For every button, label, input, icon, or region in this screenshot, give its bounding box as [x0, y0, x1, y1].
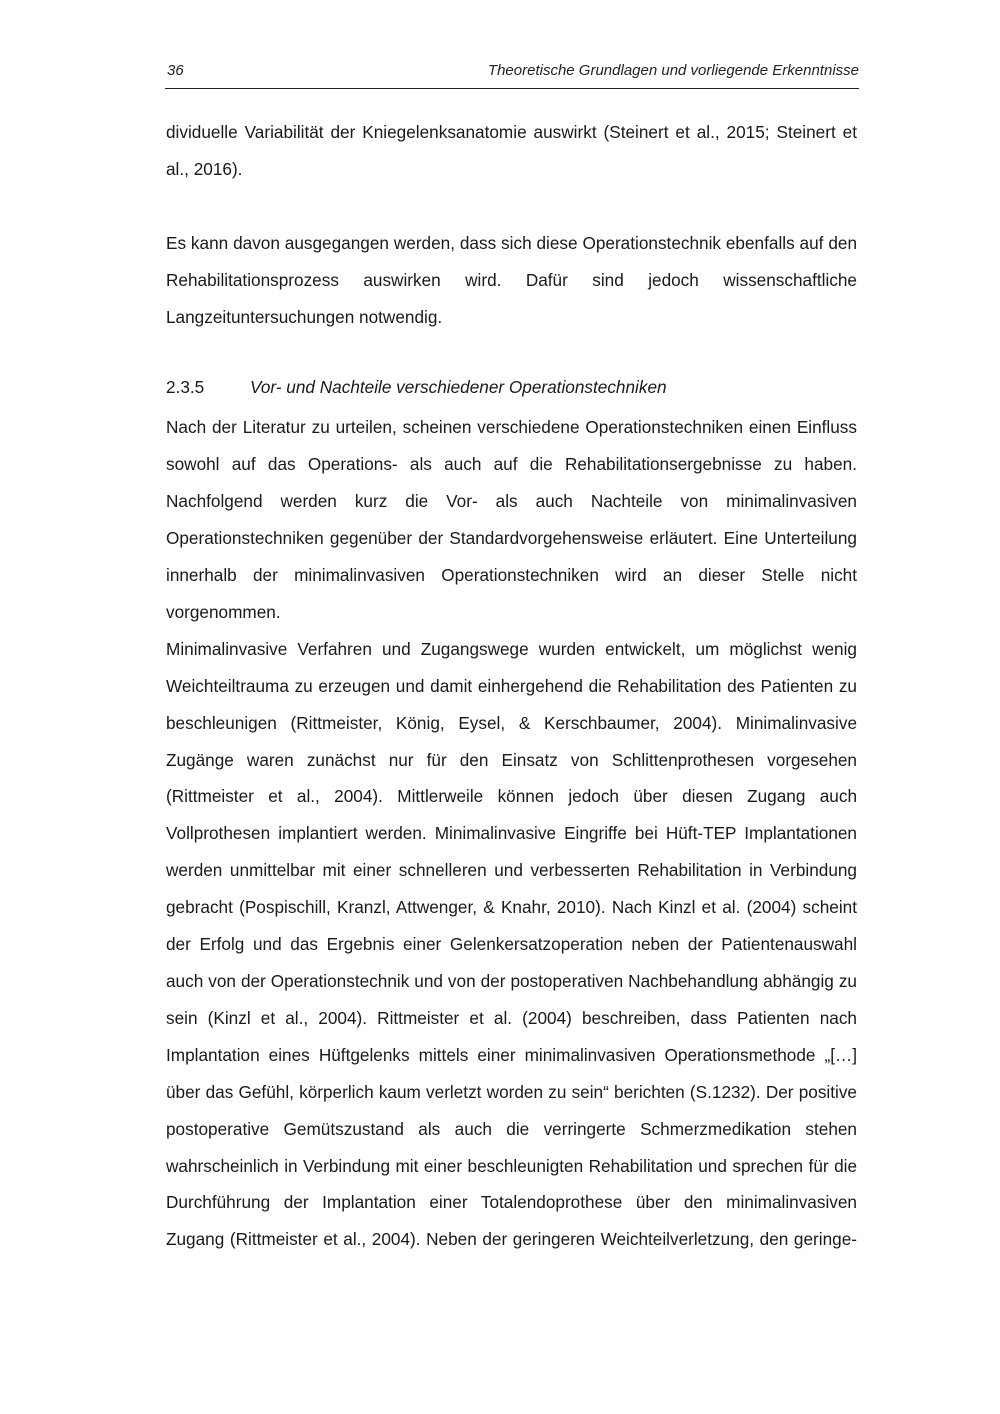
section-number: 2.3.5 [166, 377, 205, 398]
paragraph-minimalinvasive: Minimalinvasive Verfahren und Zugangswege wurden entwickelt, um möglichst wenig Weichteiltrauma zu erzeugen und damit einhergehend die Rehabilitation des Patienten zu beschleunigen (Rittmeister, König, Eysel, & Kerschbaumer, 2004). Minimalinvasive Zugänge waren zunächst nur für den Einsatz von Schlittenprothesen vorgesehen (Rittmeister et al., 2004). Mittlerweile können jedoch über diesen Zugang auch Vollprothesen implantiert werden. Minimalinvasive Eingriffe bei Hüft-TEP Implantationen werden unmittelbar mit einer schnelleren und verbesserten Rehabilitation in Verbindung gebracht (Pospischill, Kranzl, Attwenger, & Knahr, 2010). Nach Kinzl et al. (2004) scheint der Erfolg und das Ergebnis einer Gelenkersatzoperation neben der Patientenauswahl auch von der Operationstechnik und von der postoperativen Nachbehandlung abhängig zu sein (Kinzl et al., 2004). Rittmeister et al. (2004) beschreiben, dass Patienten nach Implantation eines Hüftgelenks mittels einer minimalinvasiven Operationsmethode „[…] über das Gefühl, körperlich kaum verletzt worden zu sein“ berichten (S.1232). Der positive postoperative Gemütszustand als auch die verringerte Schmerzmedikation stehen wahrscheinlich in Verbindung mit einer beschleunigten Rehabilitation und sprechen für die Durchführung der Implantation einer Totalendoprothese über den minimalinvasiven Zugang (Rittmeister et al., 2004). Neben der geringeren Weichteilverletzung, den geringe- [166, 638, 857, 1250]
section-heading [166, 365, 857, 409]
body-text [166, 114, 857, 1258]
page-header [165, 60, 859, 89]
paragraph-intro: Nach der Literatur zu urteilen, scheinen verschiedene Operationstechniken einen Einfluss sowohl auf das Operations- als auch auf die Rehabilitationsergebnisse zu haben. Nachfolgend werden kurz die Vor- als auch Nachteile von minimalinvasiven Operationstechniken gegenüber der Standardvorgehensweise erläutert. Eine Unterteilung innerhalb der minimalinvasiven Operationstechniken wird an dieser Stelle nicht vorgenommen. [166, 417, 857, 622]
page-number: 36 [167, 62, 184, 79]
running-title: Theoretische Grundlagen und vorliegende Erkenntnisse [487, 62, 859, 79]
paragraph-rehabilitation: Es kann davon ausgegangen werden, dass sich diese Operationstechnik ebenfalls auf den Rehabilitationsprozess auswirken wird. Dafür sind jedoch wissenschaftliche Langzeituntersuchungen notwendig. [166, 232, 857, 327]
paragraph-continuation: dividuelle Variabilität der Kniegelenksanatomie auswirkt (Steinert et al., 2015; Steinert et al., 2016). [166, 122, 857, 179]
section-title: Vor- und Nachteile verschiedener Operationstechniken [250, 377, 667, 398]
